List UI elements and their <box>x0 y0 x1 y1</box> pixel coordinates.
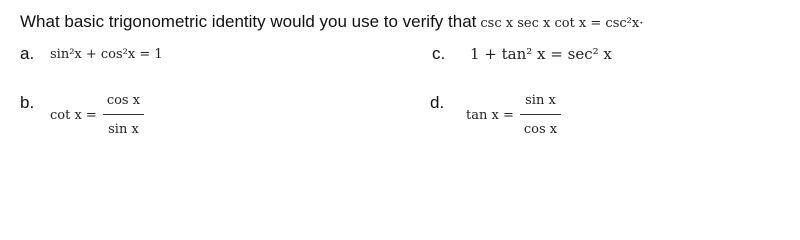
option-a-label: a. <box>20 44 35 63</box>
option-b-denominator: sin x <box>108 122 139 137</box>
question-prompt <box>20 11 795 35</box>
question-text: What basic trigonometric identity would you use to verify that <box>20 12 477 31</box>
option-d-label: d. <box>430 93 445 112</box>
option-c-label: c. <box>432 44 446 63</box>
option-d-lhs: tan x = <box>466 108 514 123</box>
option-b-expression <box>50 94 144 137</box>
option-b-fraction <box>103 94 144 137</box>
option-b-numerator: cos x <box>106 93 141 108</box>
option-d-denominator: cos x <box>523 122 558 137</box>
option-d-fraction <box>520 94 561 137</box>
option-c-expression: 1 + tan² x = sec² x <box>470 45 612 63</box>
option-a-expression: sin²x + cos²x = 1 <box>50 47 163 62</box>
option-d-numerator: sin x <box>525 93 556 108</box>
question-identity: csc x sec x cot x = csc²x· <box>480 16 644 31</box>
option-b-label: b. <box>20 93 35 112</box>
option-d-expression <box>466 94 561 137</box>
option-b-lhs: cot x = <box>50 108 97 123</box>
